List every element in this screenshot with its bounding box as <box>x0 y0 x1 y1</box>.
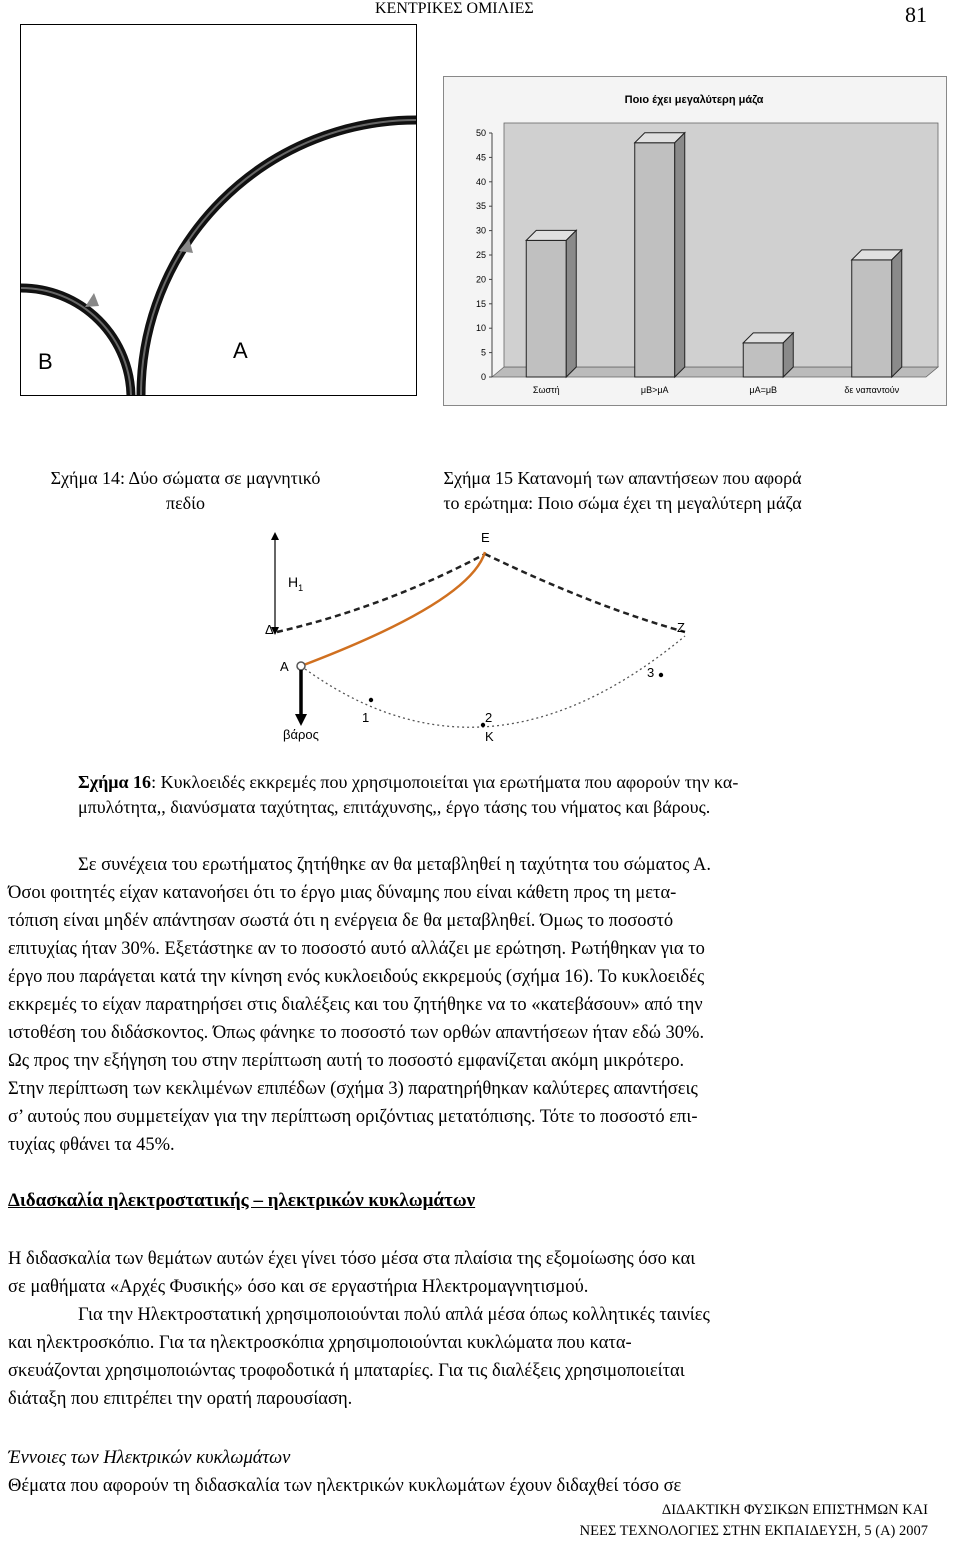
label-3: 3 <box>647 665 655 680</box>
left-cycloid-guide <box>277 554 485 632</box>
p1-line: Όσοι φοιτητές είχαν κατανοήσει ότι το έργο μιας δύναμης που είναι κάθετη προς τη μετα- <box>8 883 677 903</box>
p1-line: εκκρεμές το είχαν παρατηρήσει στις διαλέξεις και του ζητήθηκε να το «κατεβάσουν» από την <box>8 995 703 1015</box>
p1-line: σ’ αυτούς που συμμετείχαν για την περίπτωση οριζόντιας μετατόπισης. Τότε το ποσοστό επι- <box>8 1107 698 1127</box>
x-tick-label: Σωστή <box>532 385 560 395</box>
p2-line: διάταξη που επιτρέπει την ορατή παρουσίαση. <box>8 1389 353 1409</box>
y-tick-label: 50 <box>475 128 486 138</box>
caption-figure-15 <box>385 466 860 516</box>
figure-14-drawing <box>21 25 416 395</box>
caption-figure-16 <box>78 770 928 820</box>
y-tick-label: 35 <box>475 201 486 212</box>
page-number: 81 <box>905 2 927 27</box>
y-tick-label: 0 <box>480 372 486 382</box>
label-a: A <box>280 659 289 674</box>
p1-line: έργο που παράγεται κατά την κίνηση ενός κυκλοειδούς εκκρεμούς (σχήμα 16). Το κυκλοειδές <box>8 967 705 987</box>
p1-line: Στην περίπτωση των κεκλιμένων επιπέδων (σχήμα 3) παρατηρήθηκαν καλύτερες απαντήσεις <box>8 1079 698 1099</box>
label-a: A <box>233 338 248 363</box>
paragraph-1 <box>8 851 928 1159</box>
p1-line: ιστοθέση του διδάσκοντος. Όπως φάνηκε το ποσοστό των ορθών απαντήσεων ήταν εδώ 30%. <box>8 1023 705 1043</box>
point-3 <box>659 673 663 677</box>
caption-16-line2: μπυλότητα,, διανύσματα ταχύτητας, επιτάχυνσης,, έργο τάσης του νήματος και βάρους. <box>78 797 711 817</box>
bar <box>526 240 566 377</box>
label-2: 2 <box>485 710 493 725</box>
figure-14-magnetic-field <box>20 24 417 396</box>
section-heading: Διδασκαλία ηλεκτροστατικής – ηλεκτρικών κυκλωμάτων <box>8 1190 476 1211</box>
paragraph-2 <box>8 1245 928 1413</box>
bar <box>852 260 892 377</box>
caption-15-bold: Σχήμα 15 <box>443 468 513 488</box>
caption-16-line1: : Κυκλοειδές εκκρεμές που χρησιμοποιείται για ερωτήματα που αφορούν την κα- <box>151 772 739 792</box>
caption-16-bold: Σχήμα 16 <box>78 772 152 792</box>
bar-side <box>892 250 902 377</box>
p1-line: τυχίας φθάνει τα 45%. <box>8 1135 175 1155</box>
bar-chart-svg <box>444 77 946 405</box>
pendulum-drawing <box>265 532 695 744</box>
y-tick-label: 10 <box>475 323 486 334</box>
y-tick-label: 45 <box>475 152 486 163</box>
p1-line: Σε συνέχεια του ερωτήματος ζητήθηκε αν θα μεταβληθεί η ταχύτητα του σώματος Α. <box>78 855 711 875</box>
label-b: B <box>38 349 53 374</box>
y-tick-label: 15 <box>475 298 486 309</box>
point-1 <box>369 698 373 702</box>
bar-side <box>566 230 576 377</box>
label-k: K <box>485 729 494 744</box>
label-h1: $H_1$ <box>288 574 304 593</box>
p1-line: επιτυχίας ήταν 30%. Εξετάστηκε αν το ποσοστό αυτό αλλάζει με ερώτηση. Ρωτήθηκαν για το <box>8 939 705 959</box>
last-body-line: Θέματα που αφορούν τη διδασκαλία των ηλεκτρικών κυκλωμάτων έχουν διδαχθεί τόσο σε <box>8 1476 682 1496</box>
bob-a <box>297 662 305 670</box>
swing-path <box>301 636 685 727</box>
arrow-b-icon <box>85 293 99 307</box>
p1-line: Ως προς την εξήγηση του στην περίπτωση αυτή το ποσοστό εμφανίζεται ακόμη μικρότερο. <box>8 1051 685 1071</box>
y-tick-label: 20 <box>475 274 486 285</box>
p2-line: Για την Ηλεκτροστατική χρησιμοποιούνται πολύ απλά μέσα όπως κολλητικές ταινίες <box>78 1305 710 1325</box>
x-tick-label: δε ναπαντούν <box>844 385 900 395</box>
caption-14-line1: : Δύο σώματα σε μαγνητικό <box>120 468 321 488</box>
footer-line-1: ΔΙΔΑΚΤΙΚΗ ΦΥΣΙΚΩΝ ΕΠΙΣΤΗΜΩΝ ΚΑΙ <box>661 1502 928 1518</box>
p2-line: και ηλεκτροσκόπιο. Για τα ηλεκτροσκόπια χρησιμοποιούνται κυκλώματα που κατα- <box>8 1333 632 1353</box>
y-tick-label: 5 <box>480 347 486 358</box>
y-tick-label: 25 <box>475 250 486 260</box>
bar <box>635 143 675 377</box>
arrow-up-icon <box>271 532 279 540</box>
label-delta: Δ <box>265 622 274 637</box>
chart-title: Ποιο έχει μεγαλύτερη μάζα <box>624 94 764 106</box>
label-z: Z <box>677 620 685 635</box>
bar <box>743 343 783 377</box>
p2-line: Η διδασκαλία των θεμάτων αυτών έχει γίνει τόσο μέσα στα πλαίσια της εξομοίωσης όσο και <box>8 1249 696 1269</box>
figure-16-cycloidal-pendulum <box>265 532 695 744</box>
running-header: ΚΕΝΤΡΙΚΕΣ ΟΜΙΛΙΕΣ <box>375 0 534 17</box>
x-tick-label: μA=μB <box>749 385 778 395</box>
y-tick-label: 40 <box>475 176 486 187</box>
label-1: 1 <box>362 710 370 725</box>
caption-14-bold: Σχήμα 14 <box>50 468 121 488</box>
caption-figure-14 <box>8 466 363 516</box>
caption-15-line2: το ερώτημα: Ποιο σώμα έχει τη μεγαλύτερη μάζα <box>443 493 802 513</box>
label-e: E <box>481 532 490 545</box>
trajectory-a <box>141 120 416 395</box>
y-tick-label: 30 <box>475 225 486 236</box>
p2-line: σκευάζονται χρησιμοποιώντας τροφοδοτικά ή μπαταρίες. Για τις διαλέξεις χρησιμοποιείται <box>8 1361 685 1381</box>
label-weight: βάρος <box>283 727 319 742</box>
x-tick-label: μB>μA <box>640 385 669 395</box>
figure-15-bar-chart <box>443 76 947 406</box>
weight-arrow-icon <box>295 714 307 726</box>
p2-line: σε μαθήματα «Αρχές Φυσικής» όσο και σε εργαστήρια Ηλεκτρομαγνητισμού. <box>8 1277 589 1297</box>
subheading-circuits: Έννοιες των Ηλεκτρικών κυκλωμάτων <box>8 1448 291 1468</box>
right-cycloid-guide <box>485 554 685 632</box>
caption-14-line2: πεδίο <box>166 493 205 513</box>
bar-side <box>675 133 685 377</box>
footer-line-2: ΝΕΕΣ ΤΕΧΝΟΛΟΓΙΕΣ ΣΤΗΝ ΕΚΠΑΙΔΕΥΣΗ, 5 (Α) 2007 <box>579 1523 928 1539</box>
p1-line: τόπιση είναι μηδέν απάντησαν σωστά ότι η ενέργεια δε θα μεταβληθεί. Όμως το ποσοστό <box>8 911 674 931</box>
caption-15-line1: Κατανομή των απαντήσεων που αφορά <box>512 468 802 488</box>
